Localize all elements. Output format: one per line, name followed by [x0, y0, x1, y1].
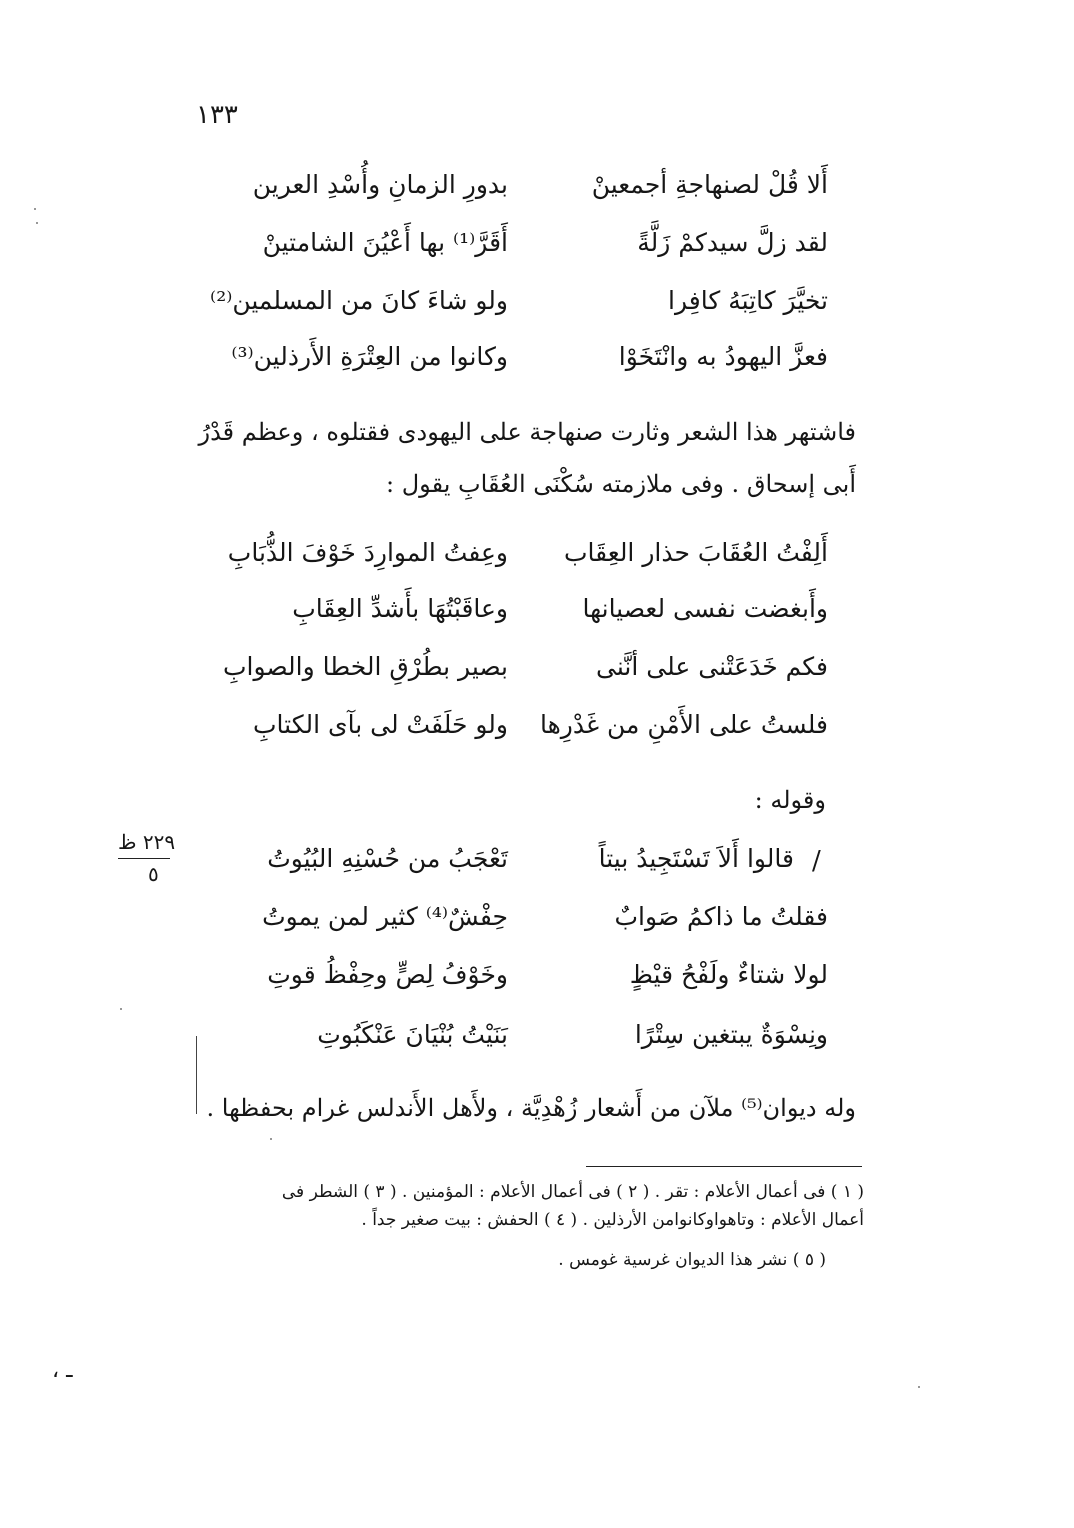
- scan-speck: [120, 1008, 122, 1010]
- verse-hemistich: أَلا قُلْ لصنهاجةِ أجمعينْ: [591, 170, 828, 199]
- verse-hemistich: ولو شاءَ كانَ من المسلمين⁽²⁾: [210, 286, 508, 315]
- verse-hemistich: لقد زلَّ سيدكمْ زَلَّةً: [637, 228, 828, 257]
- page-number: ١٣٣: [196, 100, 238, 130]
- margin-note-divider: [118, 858, 170, 859]
- scan-speck: [270, 1138, 272, 1140]
- verse-hemistich: وخَوْفُ لِصٍّ وحِفْظُ قوتِ: [267, 960, 508, 989]
- prose-line: فاشتهر هذا الشعر وثارت صنهاجة على اليهودى فقتلوه ، وعظم قَدْرُ: [198, 418, 856, 446]
- verse-hemistich: أَلِفْتُ العُقَابَ حذار العِقَاب: [563, 538, 828, 567]
- footnote-rule: [586, 1166, 862, 1167]
- verse-hemistich: وكانوا من العِتْرَةِ الأَرذلين⁽³⁾: [231, 342, 508, 371]
- verse-hemistich: ونِسْوَةٌ يبتغين سِتْرًا: [634, 1020, 828, 1049]
- verse-hemistich: تخيَّرَ كاتِبَهُ كافِرا: [668, 286, 828, 315]
- corner-ink-mark: ، ـ: [52, 1358, 73, 1383]
- margin-folio-number: ٥: [148, 862, 159, 886]
- verse-hemistich: لولا شتاءٌ ولَفْحُ قيْظٍ: [629, 960, 828, 989]
- verse-hemistich: ولو حَلَفَتْ لى بآى الكتابِ: [253, 710, 508, 739]
- verse-hemistich: فعزَّ اليهودُ به وانْتَخَوْا: [618, 342, 828, 371]
- verse-hemistich: وعاقَبْتُهَا بأَشدِّ العِقَابِ: [292, 594, 508, 623]
- verse-hemistich: حِفْشٌ⁽⁴⁾ كثير لمن يموتُ: [262, 902, 508, 931]
- verse-hemistich: بدورِ الزمانِ وأُسْدِ العرين: [252, 170, 508, 199]
- footnote-line: ( ٥ ) نشر هذا الديوان غرسية غومس .: [558, 1250, 826, 1270]
- verse-hemistich: بَنَيْتُ بُنْيَانَ عَنْكَبُوتِ: [317, 1020, 508, 1049]
- verse-hemistich: تَعْجَبُ من حُسْنِهِ البُيُوتُ: [267, 844, 508, 873]
- margin-folio-note: ٢٢٩ ظ: [118, 830, 176, 854]
- verse-hemistich: فقلتُ ما ذاكمُ صَوابٌ: [614, 902, 828, 931]
- verse-hemistich: بصير بطُرْقِ الخطا والصوابِ: [222, 652, 508, 681]
- verse-hemistich: فلستُ على الأَمْنِ من غَدْرِها: [539, 710, 828, 739]
- footnote-line: أعمال الأعلام : وتاهواوكانوامن الأرذلين . ( ٤ ) الحفش : بيت صغير جداً .: [361, 1210, 864, 1230]
- verse-hemistich: وعِفتُ الموارِدَ خَوْفَ الذُّبَابِ: [227, 538, 508, 567]
- scan-speck: [36, 222, 38, 224]
- scan-speck: [34, 208, 36, 210]
- verse-hemistich: قالوا أَلاَ تَسْتَجِيدُ بيتاً: [598, 844, 794, 873]
- prose-line: أَبى إسحاق . وفى ملازمته سُكْنَى العُقَابِ يقول :: [386, 470, 856, 498]
- verse-hemistich: أَقَرَّ⁽¹⁾ بها أَعْيُنَ الشامتينْ: [262, 228, 508, 257]
- verse-hemistich: وأَبغضت نفسى لعصيانها: [582, 594, 828, 623]
- prose-line: وله ديوان⁽⁵⁾ ملآن من أَشعار زُهْدِيَّة ، ولأَهل الأَندلس غرام بحفظها .: [206, 1094, 856, 1122]
- intro-line: وقوله :: [754, 786, 826, 814]
- footnote-line: ( ١ ) فى أعمال الأعلام : تقر . ( ٢ ) فى أعمال الأعلام : المؤمنين . ( ٣ ) الشطر فى: [281, 1182, 864, 1202]
- scan-speck: [918, 1386, 920, 1388]
- verse-hemistich: فكم خَدَعَتْنى على أنَّنى: [596, 652, 828, 681]
- folio-slash-mark: /: [812, 846, 821, 876]
